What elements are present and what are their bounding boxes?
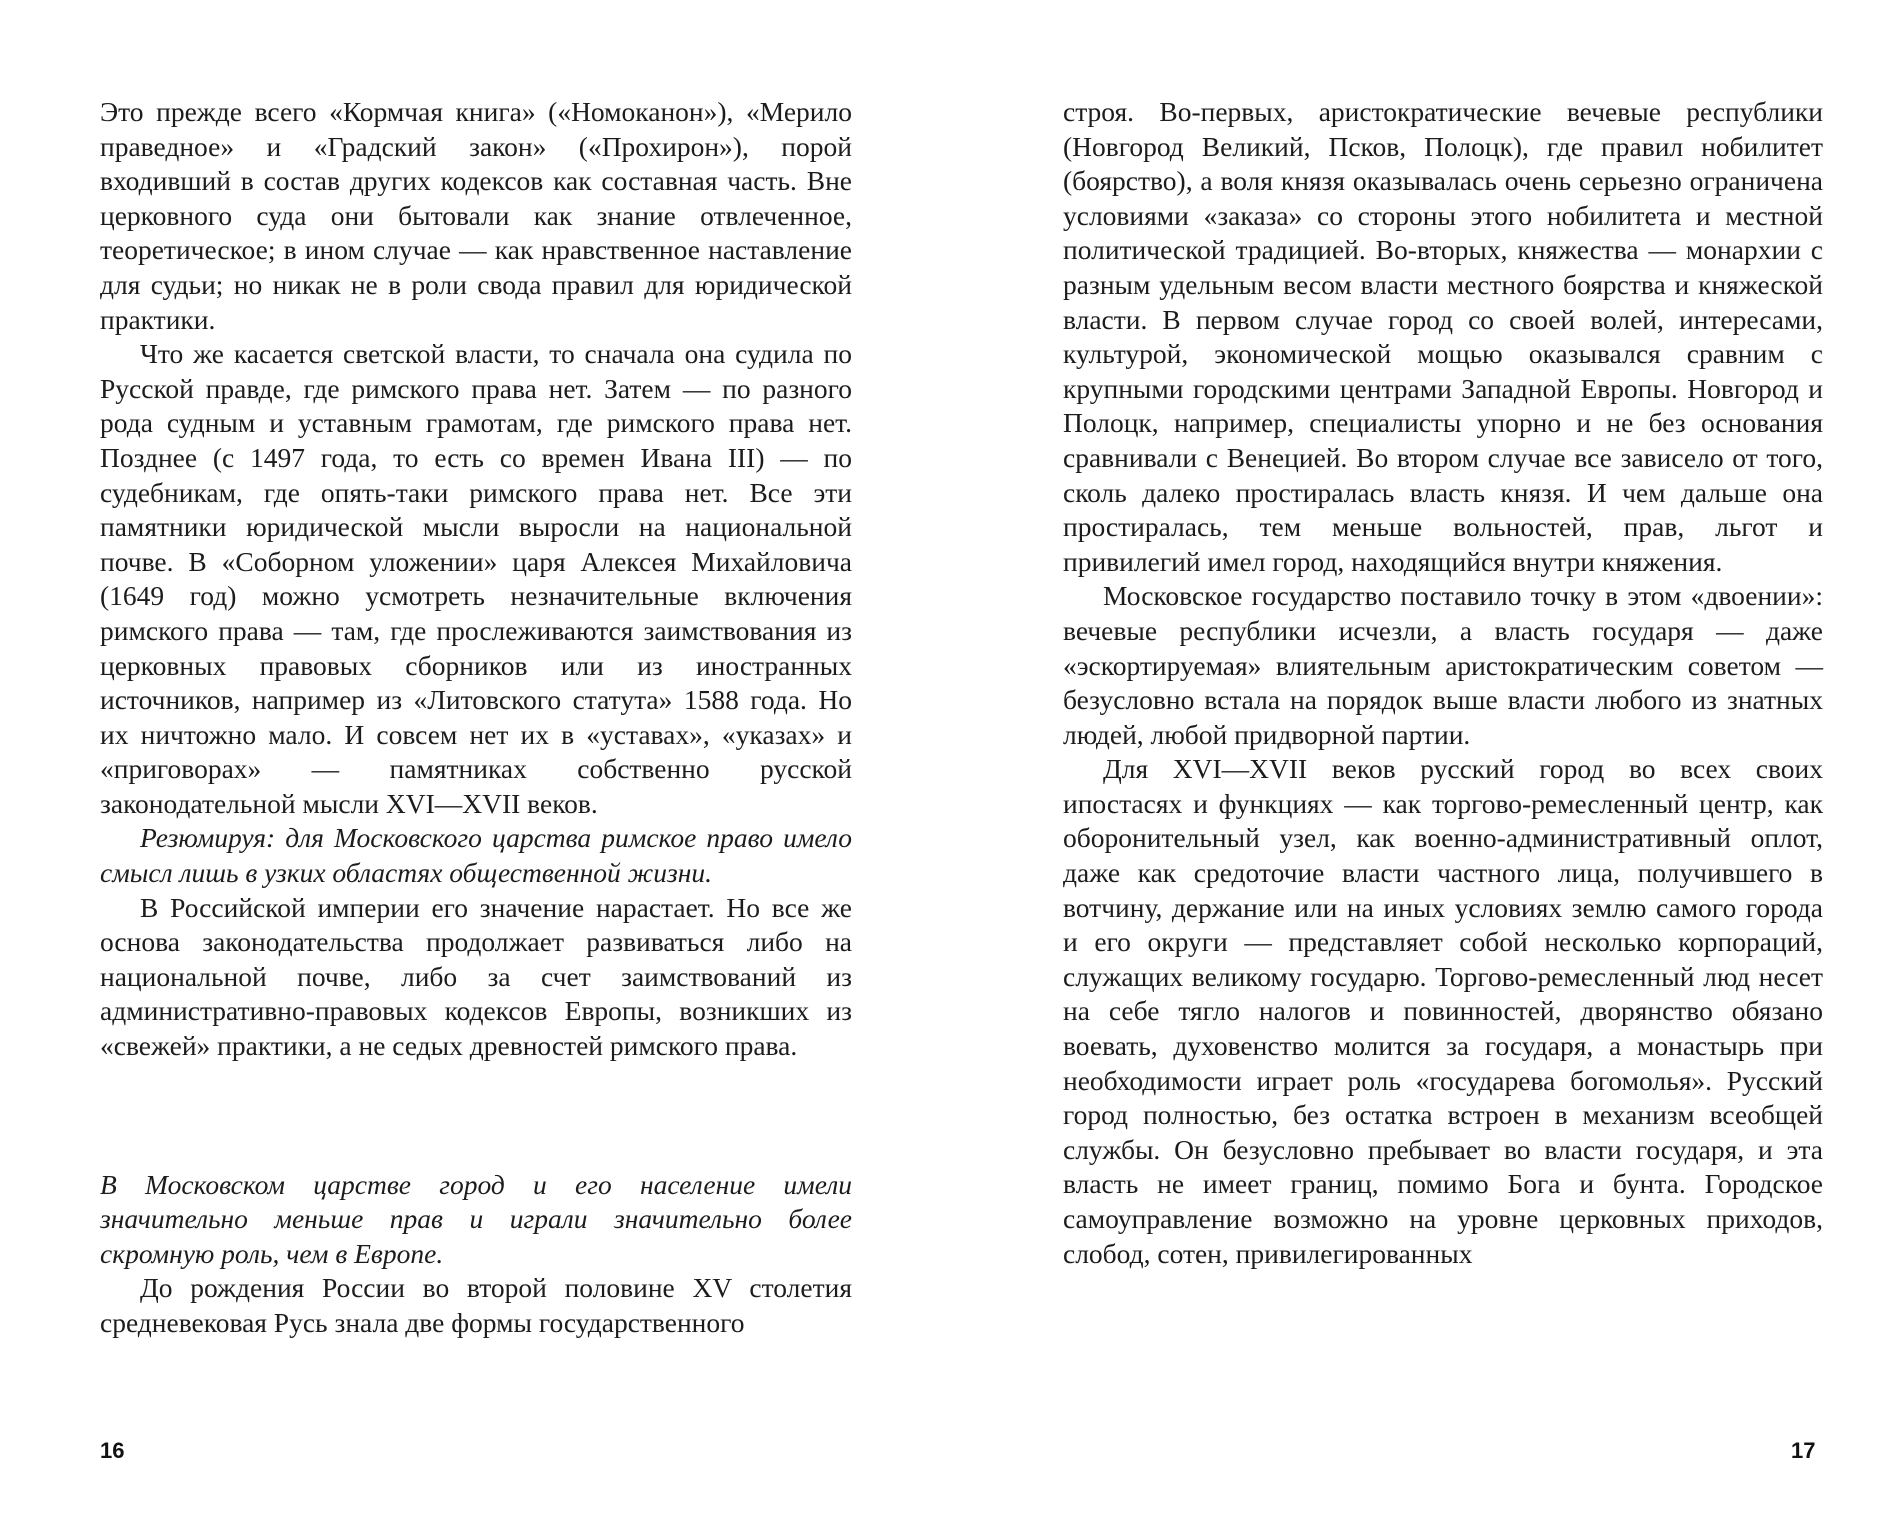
paragraph: строя. Во-первых, аристократические вечевые республики (Новгород Великий, Псков, Полоцк), где правил нобилитет (боярство), а воля князя оказывалась очень серьезно ограничена условиями «заказа» со стороны этого нобилитета и местной политической традицией. Во-вторых, княжества — монархии с разным удельным весом власти местного боярства и княжеской власти. В первом случае город со своей волей, интересами, культурой, экономической мощью оказывался сравним с крупными городскими центрами Западной Европы. Новгород и Полоцк, например, специалисты упорно и не без основания сравнивали с Венецией. Во втором случае все зависело от того, сколь далеко простиралась власть князя. И чем дальше она простиралась, тем меньше вольностей, прав, льгот и привилегий имел город, находящийся внутри княжения. — [1063, 96, 1823, 577]
right-page — [948, 0, 1896, 1536]
section-thesis: В Московском царстве город и его население имели значительно меньше прав и играли значительно более скромную роль, чем в Европе. — [100, 1168, 852, 1269]
paragraph: До рождения России во второй половине XV столетия средневековая Русь знала две формы государственного — [100, 1272, 852, 1338]
paragraph: Для XVI—XVII веков русский город во всех своих ипостасях и функциях — как торгово-ремесленный центр, как оборонительный узел, как военно-административный оплот, даже как средоточие власти частного лица, получившего в вотчину, держание или на иных условиях землю самого города и его округи — представляет собой несколько корпораций, служащих великому государю. Торгово-ремесленный люд несет на себе тягло налогов и повинностей, дворянство обязано воевать, духовенство молится за государя, а монастырь при необходимости играет роль «государева богомолья». Русский город полностью, без остатка встроен в механизм всеобщей службы. Он безусловно пребывает во власти государя, и эта власть не имеет границ, помимо Бога и бунта. Городское самоуправление возможно на уровне церковных приходов, слобод, сотен, привилегированных — [1063, 753, 1823, 1269]
paragraph: Это прежде всего «Кормчая книга» («Номоканон»), «Мерило праведное» и «Градский закон» («Прохирон»), порой входивший в состав других кодексов как составная часть. Вне церковного суда они бытовали как знание отвлеченное, теоретическое; в ином случае — как нравственное наставление для судьи; но никак не в роли свода правил для юридической практики. — [100, 96, 852, 335]
right-page-text — [1063, 95, 1823, 1271]
left-page-text — [100, 95, 852, 1341]
paragraph: Московское государство поставило точку в этом «двоении»: вечевые республики исчезли, а власть государя — даже «эскортируемая» влиятельным аристократическим советом — безусловно встала на порядок выше власти любого из знатных людей, любой придворной партии. — [1063, 580, 1823, 750]
paragraph: В Российской империи его значение нарастает. Но все же основа законодательства продолжает развиваться либо на национальной почве, либо за счет заимствований из административно-правовых кодексов Европы, возникших из «свежей» практики, а не седых древностей римского права. — [100, 891, 852, 1062]
paragraph: Что же касается светской власти, то сначала она судила по Русской правде, где римского права нет. Затем — по разного рода судным и уставным грамотам, где римского права нет. Позднее (с 1497 года, то есть со времен Ивана III) — по судебникам, где опять-таки римского права нет. Все эти памятники юридической мысли выросли на национальной почве. В «Соборном уложении» царя Алексея Михайловича (1649 год) можно усмотреть незначительные включения римского права — там, где прослеживаются заимствования из церковных правовых сборников или из иностранных источников, например из «Литовского статута» 1588 года. Но их ничтожно мало. И совсем нет их в «уставах», «указах» и «приговорах» — памятниках собственно русской законодательной мысли XVI—XVII веков. — [100, 338, 852, 819]
page-number: 16 — [100, 1438, 125, 1463]
page-number: 17 — [1791, 1438, 1816, 1463]
summary-paragraph: Резюмируя: для Московского царства римское право имело смысл лишь в узких областях общественной жизни. — [100, 822, 852, 889]
section-gap — [100, 1064, 852, 1168]
